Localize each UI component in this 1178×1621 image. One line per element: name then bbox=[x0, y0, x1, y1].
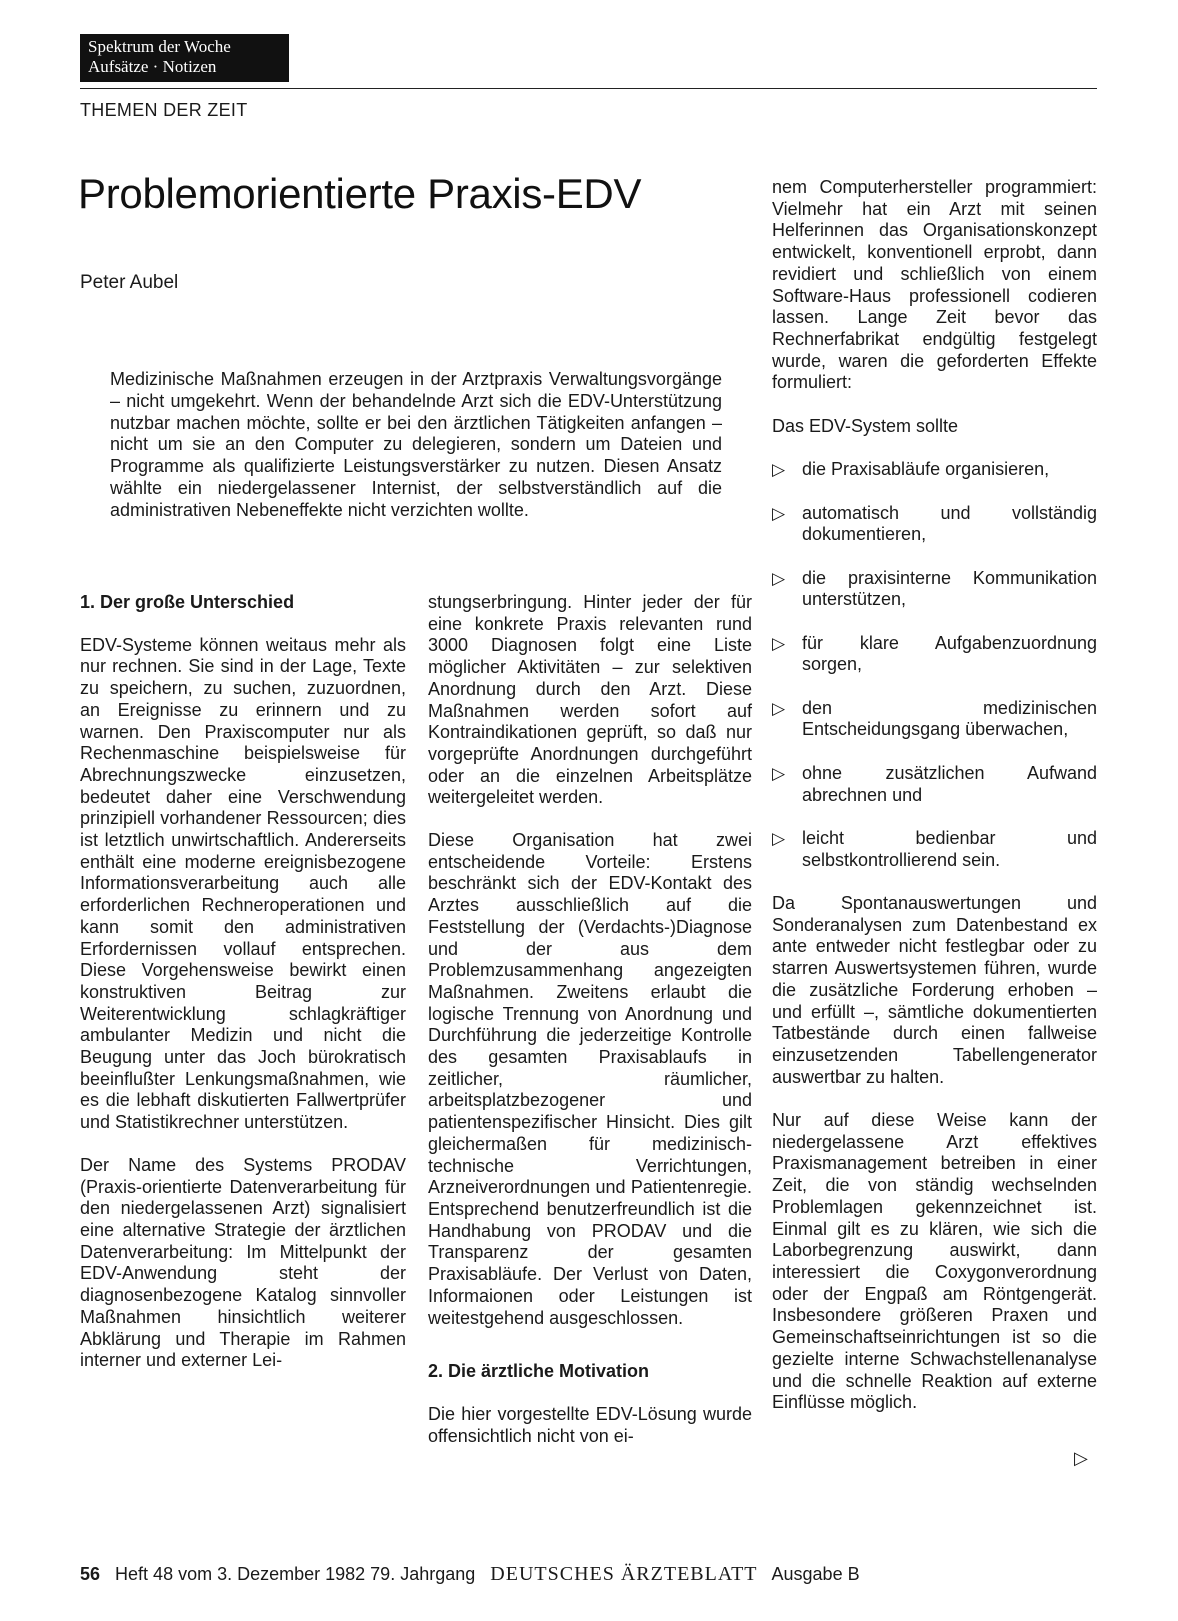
bullet-item bbox=[772, 763, 1097, 806]
paragraph: Die hier vorgestellte EDV-Lösung wurde offensichtlich nicht von ei- bbox=[428, 1403, 752, 1446]
paragraph: EDV-Systeme können weitaus mehr als nur rechnen. Sie sind in der Lage, Texte zu speichern, zu suchen, zuzuordnen, an Ereignisse zu erinnern und zu warnen. Den Praxiscomputer nur als Rechenmaschine beispielsweise für Abrechnungszwecke einzusetzen, bedeutet daher eine Verschwendung prinzipiell vorhandener Ressourcen; dies ist letztlich unwirtschaftlich. Andererseits enthält eine moderne ereignisbezogene Informationsverarbeitung auch alle erforderlichen Rechneroperationen und kann somit den administrativen Erfordernissen vollauf entsprechen. Diese Vorgehensweise bewirkt einen konstruktiven Beitrag zur Weiterentwicklung schlagkräftiger ambulanter Medizin und nicht die Beugung unter das Joch bürokratisch beeinflußter Lenkungsmaßnahmen, wie es die lebhaft diskutierten Fallwertprüfer und Statistikrechner unterstützen. bbox=[80, 634, 406, 1133]
bullet-text: die praxisinterne Kommunikation unterstützen, bbox=[802, 567, 1097, 610]
section-label: THEMEN DER ZEIT bbox=[80, 100, 248, 120]
triangle-bullet-icon: ▷ bbox=[772, 568, 786, 588]
bullet-text: ohne zusätzlichen Aufwand abrechnen und bbox=[802, 762, 1097, 805]
section-heading-1: 1. Der große Unterschied bbox=[80, 592, 295, 612]
paragraph: Der Name des Systems PRODAV (Praxis-orientierte Datenverarbeitung für den niedergelassenen Arzt) signalisiert eine alternative Strategie der ärztlichen Datenverarbeitung: Im Mittelpunkt der EDV-Anwendung steht der diagnosenbezogene Katalog sinnvoller Maßnahmen hinsichtlich weiterer Abklärung und Therapie im Rahmen interner und externer Lei- bbox=[80, 1154, 406, 1371]
triangle-bullet-icon: ▷ bbox=[772, 828, 786, 848]
rubric-line-2: Aufsätze · Notizen bbox=[88, 57, 217, 76]
bullet-text: für klare Aufgabenzuordnung sorgen, bbox=[802, 632, 1097, 675]
text-column-3 bbox=[772, 177, 1097, 1436]
page-footer bbox=[80, 1563, 860, 1586]
bullet-item bbox=[772, 503, 1097, 546]
bullet-text: die Praxisabläufe organisieren, bbox=[802, 459, 1050, 480]
text-column-1 bbox=[80, 592, 406, 1393]
triangle-bullet-icon: ▷ bbox=[772, 503, 786, 523]
bullet-list bbox=[772, 459, 1097, 871]
article-author: Peter Aubel bbox=[80, 272, 179, 293]
bullet-item bbox=[772, 459, 1097, 481]
paragraph: Nur auf diese Weise kann der niedergelassene Arzt effektives Praxismanagement betreiben in einer Zeit, die von ständig wechselnden Problemlagen gekennzeichnet ist. Einmal gilt es zu klären, wie sich die Laborbegrenzung auswirkt, dann interessiert die Coxygonverordnung oder der Engpaß am Röntgengerät. Insbesondere größeren Praxen und Gemeinschaftseinrichtungen ist so die gezielte interne Schwachstellenanalyse und die schnelle Reaktion auf externe Einflüsse möglich. bbox=[772, 1110, 1097, 1413]
rubric-line-1: Spektrum der Woche bbox=[88, 37, 231, 56]
paragraph: Da Spontanauswertungen und Sonderanalysen zum Datenbestand ex ante entweder nicht festlegbar oder zu starren Auswertsystemen führen, wurde die zusätzliche Forderung erhoben – und erfüllt –, sämtliche dokumentierten Tatbestände durch einen fallweise einzusetzenden Tabellengenerator auswertbar zu halten. bbox=[772, 893, 1097, 1087]
bullet-text: leicht bedienbar und selbstkontrollierend sein. bbox=[802, 827, 1097, 870]
paragraph: stungserbringung. Hinter jeder der für eine konkrete Praxis relevanten rund 3000 Diagnosen folgt eine Liste möglicher Aktivitäten – zur selektiven Anordnung durch den Arzt. Diese Maßnahmen werden sofort auf Kontraindikationen geprüft, so daß nur vorgeprüfte Anordnungen durchgeführt oder an die einzelnen Arbeitsplätze weitergeleitet werden. bbox=[428, 592, 752, 808]
bullet-text: den medizinischen Entscheidungsgang überwachen, bbox=[802, 697, 1097, 740]
journal-name: DEUTSCHES ÄRZTEBLATT bbox=[490, 1563, 758, 1585]
bullet-text: automatisch und vollständig dokumentieren, bbox=[802, 502, 1097, 545]
page-number: 56 bbox=[80, 1564, 101, 1584]
continuation-triangle-icon: ▷ bbox=[1074, 1448, 1088, 1468]
bullet-item bbox=[772, 568, 1097, 611]
section-rubric-box bbox=[80, 34, 289, 82]
triangle-bullet-icon: ▷ bbox=[772, 698, 786, 718]
bullet-item bbox=[772, 698, 1097, 741]
section-heading-2: 2. Die ärztliche Motivation bbox=[428, 1361, 650, 1382]
triangle-bullet-icon: ▷ bbox=[772, 460, 786, 480]
text-column-2 bbox=[428, 592, 752, 1468]
bullet-intro: Das EDV-System sollte bbox=[772, 415, 959, 436]
bullet-item bbox=[772, 633, 1097, 676]
edition-label: Ausgabe B bbox=[771, 1564, 860, 1584]
paragraph: Diese Organisation hat zwei entscheidende Vorteile: Erstens beschränkt sich der EDV-Kontakt des Arztes ausschließlich auf die Feststellung der (Verdachts-)Diagnose und der aus dem Problemzusammenhang angezeigten Maßnahmen. Zweitens erlaubt die logische Trennung von Anordnung und Durchführung die jederzeitige Kontrolle des gesamten Praxisablaufs in zeitlicher, räumlicher, arbeitsplatzbezogener und patientenspezifischer Hinsicht. Dies gilt gleichermaßen für medizinisch-technische Verrichtungen, Arzneiverordnungen und Patientenregie. Entsprechend benutzerfreundlich ist die Handhabung von PRODAV und die Transparenz der gesamten Praxisabläufe. Der Verlust von Daten, Informaionen oder Leistungen ist weitestgehend ausgeschlossen. bbox=[428, 830, 752, 1328]
paragraph: nem Computerhersteller programmiert: Vielmehr hat ein Arzt mit seinen Helferinnen das Organisationskonzept entwickelt, konventionell erprobt, dann revidiert und schließlich von einem Software-Haus professionell codieren lassen. Lange Zeit bevor das Rechnerfabrikat endgültig festgelegt wurde, waren die geforderten Effekte formuliert: bbox=[772, 177, 1097, 393]
article-title: Problemorientierte Praxis-EDV bbox=[78, 170, 642, 217]
bullet-item bbox=[772, 828, 1097, 871]
triangle-bullet-icon: ▷ bbox=[772, 763, 786, 783]
article-abstract: Medizinische Maßnahmen erzeugen in der Arztpraxis Verwaltungsvorgänge – nicht umgekehrt. Wenn der behandelnde Arzt sich die EDV-Unterstützung nutzbar machen möchte, sollte er bei den ärztlichen Tätigkeiten anfangen – nicht um sie an den Computer zu delegieren, sondern um Dateien und Programme als qualifizierte Leistungsverstärker zu nutzen. Diesen Ansatz wählte ein niedergelassener Internist, der selbstverständlich auf die administrativen Nebeneffekte nicht verzichten wollte. bbox=[110, 369, 722, 520]
triangle-bullet-icon: ▷ bbox=[772, 633, 786, 653]
header-rule bbox=[80, 88, 1097, 89]
issue-info: Heft 48 vom 3. Dezember 1982 79. Jahrgang bbox=[115, 1564, 476, 1584]
